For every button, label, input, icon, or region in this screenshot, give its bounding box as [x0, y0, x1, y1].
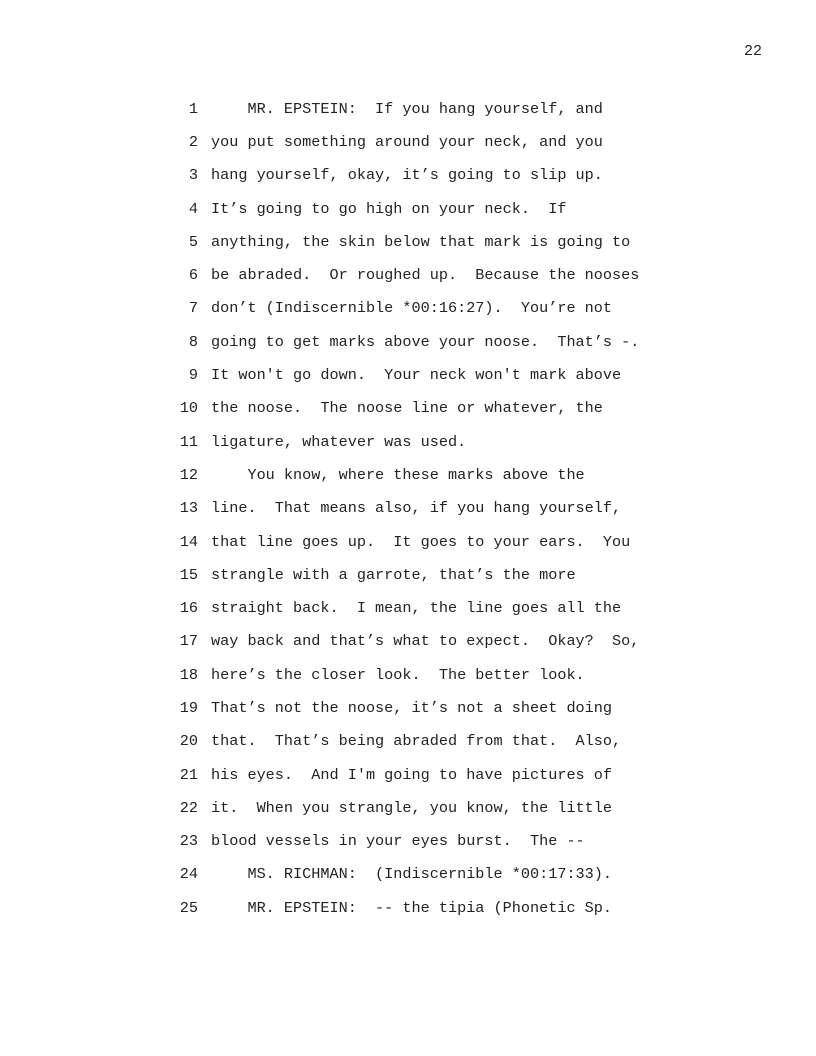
line-text: ligature, whatever was used.: [211, 432, 467, 451]
transcript-line: [170, 658, 690, 691]
line-text: blood vessels in your eyes burst. The --: [211, 832, 585, 851]
transcript-line: [170, 258, 690, 291]
line-number: 10: [179, 399, 198, 418]
line-number: 2: [188, 132, 198, 151]
line-text: line. That means also, if you hang yourself,: [211, 499, 622, 518]
line-number: 19: [179, 698, 198, 717]
transcript-line: [170, 458, 690, 491]
transcript-line: [170, 292, 690, 325]
page-number: 22: [743, 43, 762, 60]
line-number: 1: [188, 99, 198, 118]
transcript-line: [170, 758, 690, 791]
transcript-line: [170, 325, 690, 358]
line-number: 17: [179, 632, 198, 651]
transcript-line: [170, 858, 690, 891]
line-text: here’s the closer look. The better look.: [211, 665, 585, 684]
line-number: 5: [188, 232, 198, 251]
line-text: his eyes. And I'm going to have pictures of: [211, 765, 613, 784]
line-text: MS. RICHMAN: (Indiscernible *00:17:33).: [211, 865, 613, 884]
transcript-body: [170, 92, 690, 924]
line-number: 24: [179, 865, 198, 884]
line-text: don’t (Indiscernible *00:16:27). You’re not: [211, 299, 613, 318]
transcript-line: [170, 159, 690, 192]
transcript-line: [170, 525, 690, 558]
transcript-line: [170, 891, 690, 924]
line-text: MR. EPSTEIN: If you hang yourself, and: [211, 99, 603, 118]
line-text: That’s not the noose, it’s not a sheet doing: [211, 698, 613, 717]
line-number: 7: [188, 299, 198, 318]
transcript-line: [170, 825, 690, 858]
line-text: You know, where these marks above the: [211, 465, 585, 484]
line-number: 22: [179, 798, 198, 817]
line-text: that line goes up. It goes to your ears. You: [211, 532, 631, 551]
line-number: 3: [188, 166, 198, 185]
transcript-line: [170, 192, 690, 225]
line-text: the noose. The noose line or whatever, the: [211, 399, 603, 418]
line-text: It’s going to go high on your neck. If: [211, 199, 567, 218]
line-text: straight back. I mean, the line goes all the: [211, 599, 622, 618]
transcript-line: [170, 358, 690, 391]
line-number: 6: [188, 266, 198, 285]
line-number: 15: [179, 565, 198, 584]
transcript-line: [170, 791, 690, 824]
line-number: 20: [179, 732, 198, 751]
line-number: 16: [179, 599, 198, 618]
transcript-line: [170, 625, 690, 658]
transcript-line: [170, 425, 690, 458]
line-number: 18: [179, 665, 198, 684]
transcript-line: [170, 392, 690, 425]
line-number: 23: [179, 832, 198, 851]
transcript-line: [170, 558, 690, 591]
line-text: it. When you strangle, you know, the little: [211, 798, 613, 817]
line-number: 9: [188, 366, 198, 385]
line-text: that. That’s being abraded from that. Also,: [211, 732, 622, 751]
transcript-line: [170, 725, 690, 758]
line-number: 4: [188, 199, 198, 218]
transcript-line: [170, 691, 690, 724]
line-number: 14: [179, 532, 198, 551]
transcript-line: [170, 92, 690, 125]
line-text: strangle with a garrote, that’s the more: [211, 565, 576, 584]
transcript-line: [170, 225, 690, 258]
line-text: It won't go down. Your neck won't mark above: [211, 366, 622, 385]
transcript-line: [170, 125, 690, 158]
line-text: hang yourself, okay, it’s going to slip up.: [211, 166, 603, 185]
transcript-line: [170, 492, 690, 525]
line-number: 25: [179, 898, 198, 917]
line-text: MR. EPSTEIN: -- the tipia (Phonetic Sp.: [211, 898, 613, 917]
line-text: you put something around your neck, and you: [211, 132, 603, 151]
line-text: anything, the skin below that mark is going to: [211, 232, 631, 251]
line-number: 12: [179, 465, 198, 484]
line-text: way back and that’s what to expect. Okay? So,: [211, 632, 640, 651]
line-number: 11: [179, 432, 198, 451]
transcript-line: [170, 591, 690, 624]
line-text: going to get marks above your noose. That’s -.: [211, 332, 640, 351]
line-number: 13: [179, 499, 198, 518]
line-number: 21: [179, 765, 198, 784]
line-number: 8: [188, 332, 198, 351]
line-text: be abraded. Or roughed up. Because the nooses: [211, 266, 640, 285]
